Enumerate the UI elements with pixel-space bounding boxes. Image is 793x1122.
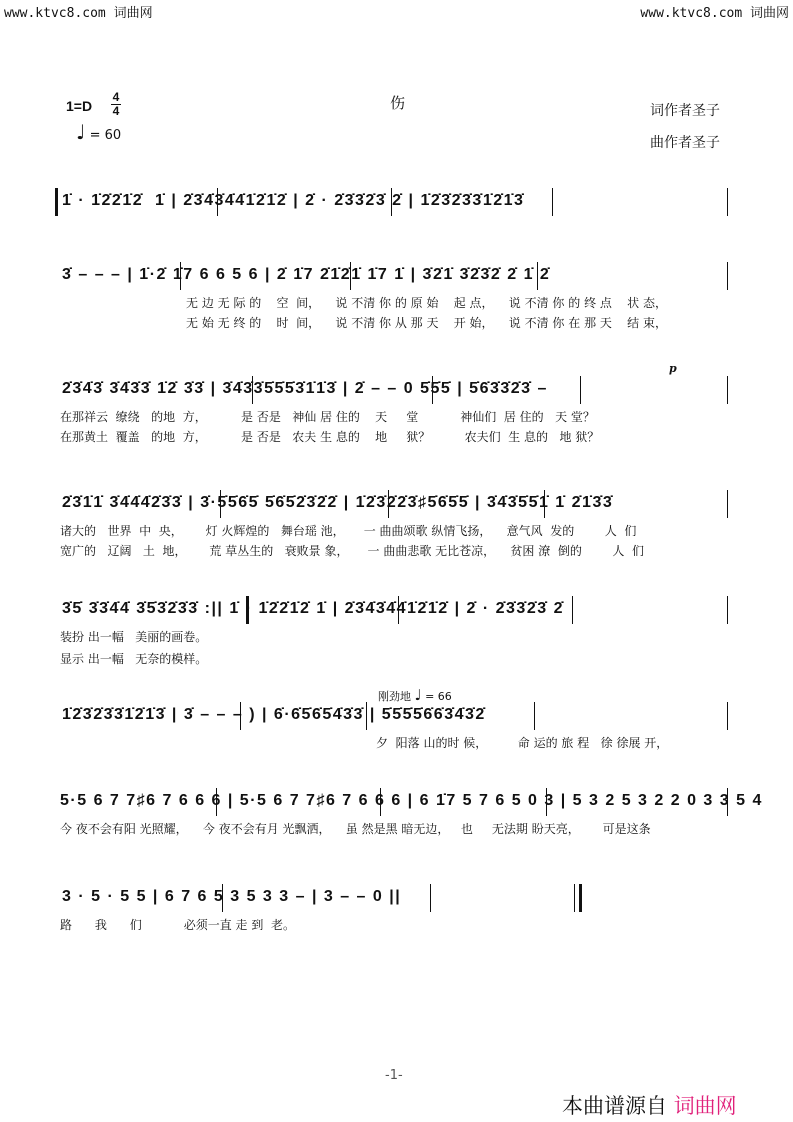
lyrics-line-7: 今 夜不会有阳 光照耀， 今 夜不会有月 光飘洒， 虽 然是黑 暗无边， 也 无法期 盼天亮， 可是这条 — [60, 822, 651, 836]
expression-tempo: = 66 — [425, 690, 452, 703]
repeat-start-barline — [55, 188, 58, 216]
watermark-right: www.ktvc8.com 词曲网 — [640, 6, 789, 21]
barline — [727, 596, 728, 624]
source-brand-link[interactable]: 词曲网 — [673, 1094, 737, 1118]
barline — [727, 262, 728, 290]
time-sig-top: 4 — [112, 90, 120, 104]
time-signature — [110, 91, 122, 118]
notation-line-2: 3̇ – – – | 1̇·2̇ 1̇7 6 6 5 6 | 2̇ 1̇7 2̇1̇2̇1̇ 1̇7 1̇ | 3̇2̇1̇ 3̇2̇3̇2̇ 2̇ 1̇ 2̇ — [62, 266, 551, 283]
page-number: -1- — [385, 1068, 403, 1083]
lyricist-credit: 词作者圣子 — [650, 103, 720, 119]
barline — [534, 702, 535, 730]
notation-line-7: 5·5 6 7 7♯6 7 6 6 6 | 5·5 6 7 7♯6 7 6 6 6 | 6 1̇7 5 7 6 5 0 3 | 5 3 2 5 3 2 2 0 3 3 5 4 — [60, 792, 763, 809]
quarter-note-icon: ♩ — [414, 686, 422, 704]
lyrics-line-4-verse-2: 宽广的 辽阔 土 地， 荒 草丛生的 衰败景 象， 一 曲曲悲歌 无比苍凉， 贫困 潦 倒的 人 们 — [60, 544, 645, 558]
expression-marking — [378, 686, 452, 704]
composer-credit: 曲作者圣子 — [650, 135, 720, 151]
lyrics-line-6: 夕 阳落 山的时 候， 命 运的 旅 程 徐 徐展 开， — [376, 736, 669, 750]
time-sig-bottom: 4 — [112, 104, 120, 118]
final-barline-thick — [579, 884, 582, 912]
source-credit — [562, 1090, 737, 1120]
expression-text: 刚劲地 — [378, 690, 411, 703]
lyrics-line-5-verse-1: 装扮 出一幅 美丽的画卷。 — [60, 630, 208, 644]
final-barline-thin — [574, 884, 575, 912]
notation-line-3: 2̇3̇4̇3̇ 3̇4̇3̇3̇ 1̇2̇ 3̇3̇ | 3̇4̇3̇3̇5̇5̇5̇3̇1̇1̇3̇ | 2̇ – – 0 5̇5̇5̇ | 5̇6̇3̇3̇2̇3̇ – — [62, 380, 548, 397]
song-title: 伤 — [390, 94, 406, 112]
lyrics-line-3-verse-2: 在那黄土 覆盖 的地 方， 是 否是 农夫 生 息的 地 狱？ 农夫们 生 息的 地 狱？ — [60, 430, 600, 444]
notation-line-8: 3 · 5 · 5 5 | 6 7 6 5 3 5 3 3 – | 3 – – 0 || — [62, 888, 402, 905]
quarter-note-icon: ♩ — [76, 120, 86, 144]
lyrics-line-5-verse-2: 显示 出一幅 无奈的模样。 — [60, 652, 208, 666]
barline — [580, 376, 581, 404]
watermark-left: www.ktvc8.com 词曲网 — [4, 6, 153, 21]
lyrics-line-3-verse-1: 在那祥云 缭绕 的地 方， 是 否是 神仙 居 住的 天 堂 神仙们 居 住的 天 堂？ — [60, 410, 595, 424]
dynamic-piano-mark: p — [669, 362, 677, 375]
barline — [727, 702, 728, 730]
notation-line-4: 2̇3̇1̇1̇ 3̇4̇4̇4̇2̇3̇3̇ | 3̇·5̇5̇6̇5̇ 5̇6̇5̇2̇3̇2̇2̇ | 1̇2̇3̇2̇2̇3̇♯5̇6̇5̇5̇ | 3̇4̇3̇5̇5̇1̇ 1̇ 2̇1̇3̇3̇ — [62, 494, 614, 511]
barline — [430, 884, 431, 912]
tempo-mark — [76, 120, 121, 144]
notation-line-6: 1̇2̇3̇2̇3̇3̇1̇2̇1̇3̇ | 3̇ – – – ) | 6̇·6̇5̇6̇5̇4̇3̇3̇ | 5̇5̇5̇5̇6̇6̇3̇4̇3̇2̇ — [62, 706, 486, 723]
barline — [552, 188, 553, 216]
barline — [727, 188, 728, 216]
lyrics-line-8: 路 我 们 必须一直 走 到 老。 — [60, 918, 295, 932]
lyrics-line-2-verse-1: 无 边 无 际 的 空 间， 说 不清 你 的 原 始 起 点， 说 不清 你 的 终 点 状 态， — [186, 296, 667, 310]
tempo-value: = 60 — [89, 128, 122, 143]
barline — [727, 376, 728, 404]
lyrics-line-2-verse-2: 无 始 无 终 的 时 间， 说 不清 你 从 那 天 开 始， 说 不清 你 在 那 天 结 束， — [186, 316, 667, 330]
lyrics-line-4-verse-1: 诸大的 世界 中 央， 灯 火辉煌的 舞台瑶 池， 一 曲曲颂歌 纵情飞扬， 意气风 发的 人 们 — [60, 524, 637, 538]
notation-line-5: 3̇5̇ 3̇3̇4̇4̇ 3̇5̇3̇2̇3̇3̇ :|| 1̇ · 1̇2̇2̇1̇2̇ 1̇ | 2̇3̇4̇3̇4̇4̇1̇2̇1̇2̇ | 2̇ · 2̇3̇3̇2̇3̇ 2̇ — [62, 600, 564, 617]
notation-line-1: 1̇ · 1̇2̇2̇1̇2̇ 1̇ | 2̇3̇4̇3̇4̇4̇1̇2̇1̇2̇ | 2̇ · 2̇3̇3̇2̇3̇ 2̇ | 1̇2̇3̇2̇3̇3̇1̇2̇1̇3̇ — [62, 192, 525, 209]
source-prefix: 本曲谱源自 — [562, 1094, 667, 1118]
barline — [572, 596, 573, 624]
key-signature: 1=D — [66, 98, 93, 114]
barline — [727, 490, 728, 518]
